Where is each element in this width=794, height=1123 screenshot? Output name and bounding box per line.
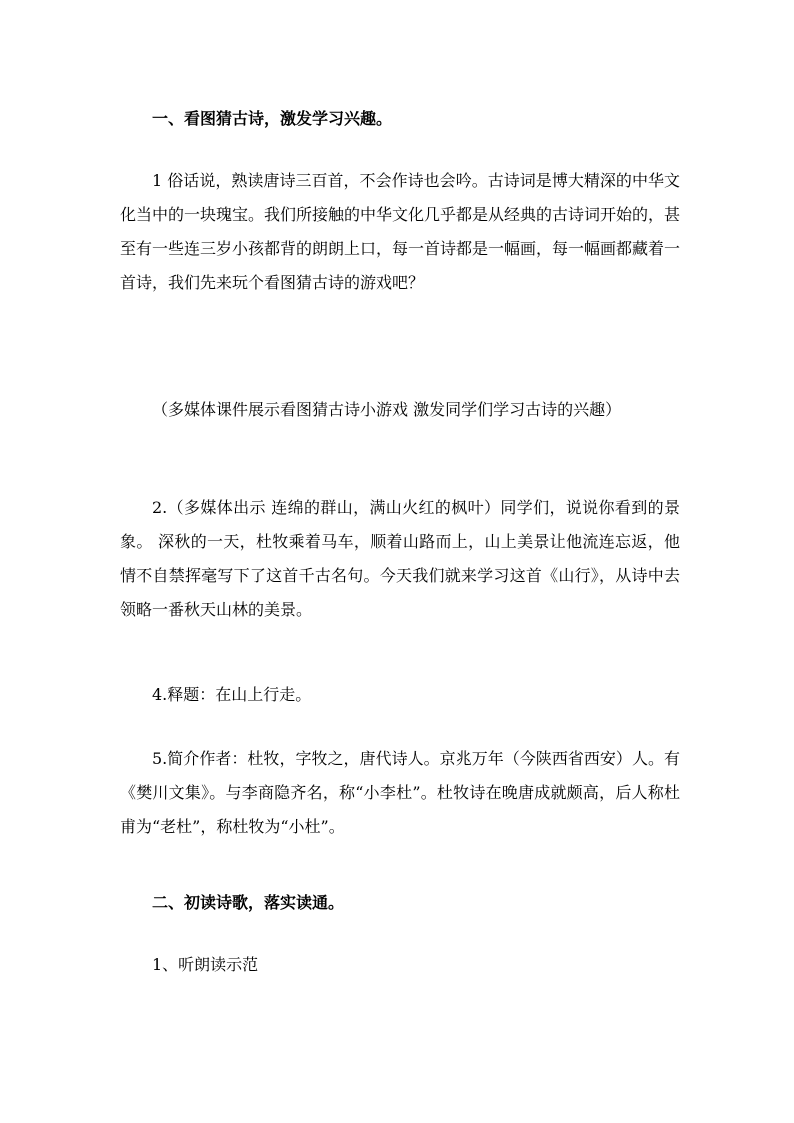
- section-1-paragraph-intro: 1 俗话说，熟读唐诗三百首，不会作诗也会吟。古诗词是博大精深的中华文化当中的一块瑰宝。我们所接触的中华文化几乎都是从经典的古诗词开始的，甚至有一些连三岁小孩都背的朗朗上口，每一首诗都是一幅画，每一幅画都藏着一首诗，我们先来玩个看图猜古诗的游戏吧？: [120, 171, 681, 292]
- section-2-paragraph-listen: 1、听朗读示范: [152, 955, 259, 974]
- section-1-paragraph-author-intro: 5.简介作者：杜牧，字牧之，唐代诗人。京兆万年（今陕西省西安）人。有《樊川文集》。与李商隐齐名，称“小李杜”。杜牧诗在晚唐成就颇高，后人称杜甫为“老杜”，称杜牧为“小杜”。: [120, 749, 680, 836]
- section-1-heading: 一、看图猜古诗，激发学习兴趣。: [152, 109, 393, 128]
- section-1-paragraph-multimedia-note: （多媒体课件展示看图猜古诗小游戏 激发同学们学习古诗的兴趣）: [152, 400, 622, 419]
- section-2-heading: 二、初读诗歌，落实读通。: [152, 893, 345, 912]
- section-1-paragraph-scenery: 2.（多媒体出示 连绵的群山，满山火红的枫叶）同学们，说说你看到的景象。 深秋的一天，杜牧乘着马车，顺着山路而上，山上美景让他流连忘返，他情不自禁挥毫写下了这首千古名句。今天我们就来学习这首《山行》，从诗中去领略一番秋天山林的美景。: [120, 498, 680, 619]
- section-1-paragraph-title-explanation: 4.释题：在山上行走。: [152, 685, 312, 704]
